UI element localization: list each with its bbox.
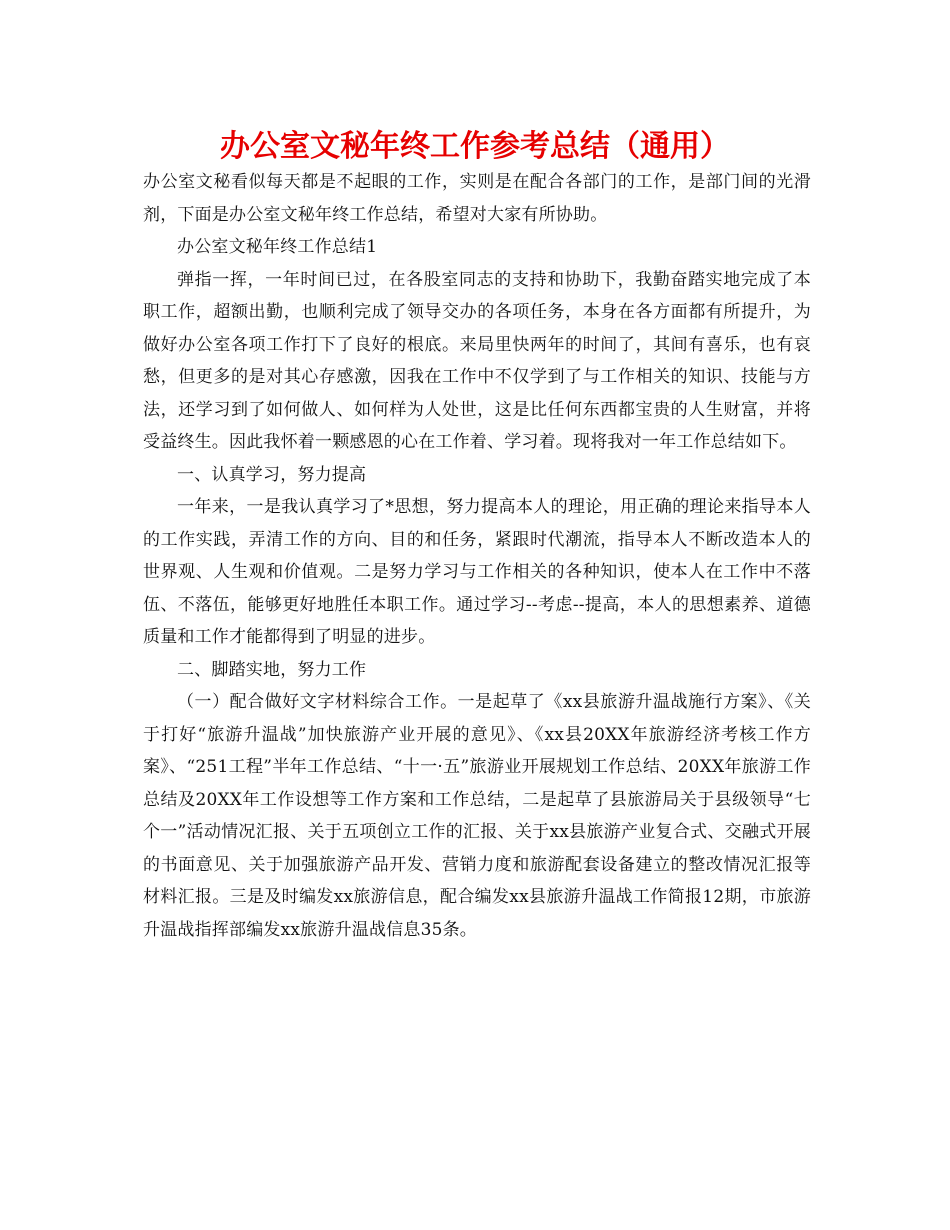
paragraph-3: （一）配合做好文字材料综合工作。一是起草了《xx县旅游升温战施行方案》、《关于打好“旅游升温战”加快旅游产业开展的意见》、《xx县20XX年旅游经济考核工作方案》、“251工程”半年工作总结、“十一·五”旅游业开展规划工作总结、20XX年旅游工作总结及20XX年工作设想等工作方案和工作总结，二是起草了县旅游局关于县级领导“七个一”活动情况汇报、关于五项创立工作的汇报、关于xx县旅游产业复合式、交融式开展的书面意见、关于加强旅游产品开发、营销力度和旅游配套设备建立的整改情况汇报等材料汇报。三是及时编发xx旅游信息，配合编发xx县旅游升温战工作简报12期，市旅游升温战指挥部编发xx旅游升温战信息35条。	[143, 692, 811, 940]
heading-work: 二、脚踏实地，努力工作	[177, 659, 367, 680]
section-title: 办公室文秘年终工作总结1	[177, 237, 378, 257]
document-title: 办公室文秘年终工作参考总结（通用）	[220, 129, 730, 164]
paragraph-1: 弹指一挥，一年时间已过，在各股室同志的支持和协助下，我勤奋踏实地完成了本职工作，超额出勤，也顺利完成了领导交办的各项任务，本身在各方面都有所提升，为做好办公室各项工作打下了良好的根底。来局里快两年的时间了，其间有喜乐，也有哀愁，但更多的是对其心存感激，因我在工作中不仅学到了与工作相关的知识、技能与方法，还学习到了如何做人、如何样为人处世，这是比任何东西都宝贵的人生财富，并将受益终生。因此我怀着一颗感恩的心在工作着、学习着。现将我对一年工作总结如下。	[143, 269, 811, 452]
heading-study: 一、认真学习，努力提高	[177, 464, 367, 485]
paragraph-2: 一年来，一是我认真学习了*思想，努力提高本人的理论，用正确的理论来指导本人的工作实践，弄清工作的方向、目的和任务，紧跟时代潮流，指导本人不断改造本人的世界观、人生观和价值观。二是努力学习与工作相关的各种知识，使本人在工作中不落伍、不落伍，能够更好地胜任本职工作。通过学习--考虑--提高，本人的思想素养、道德质量和工作才能都得到了明显的进步。	[143, 497, 811, 647]
intro-paragraph: 办公室文秘看似每天都是不起眼的工作，实则是在配合各部门的工作，是部门间的光滑剂，下面是办公室文秘年终工作总结，希望对大家有所协助。	[143, 172, 811, 225]
document-body	[143, 166, 811, 946]
